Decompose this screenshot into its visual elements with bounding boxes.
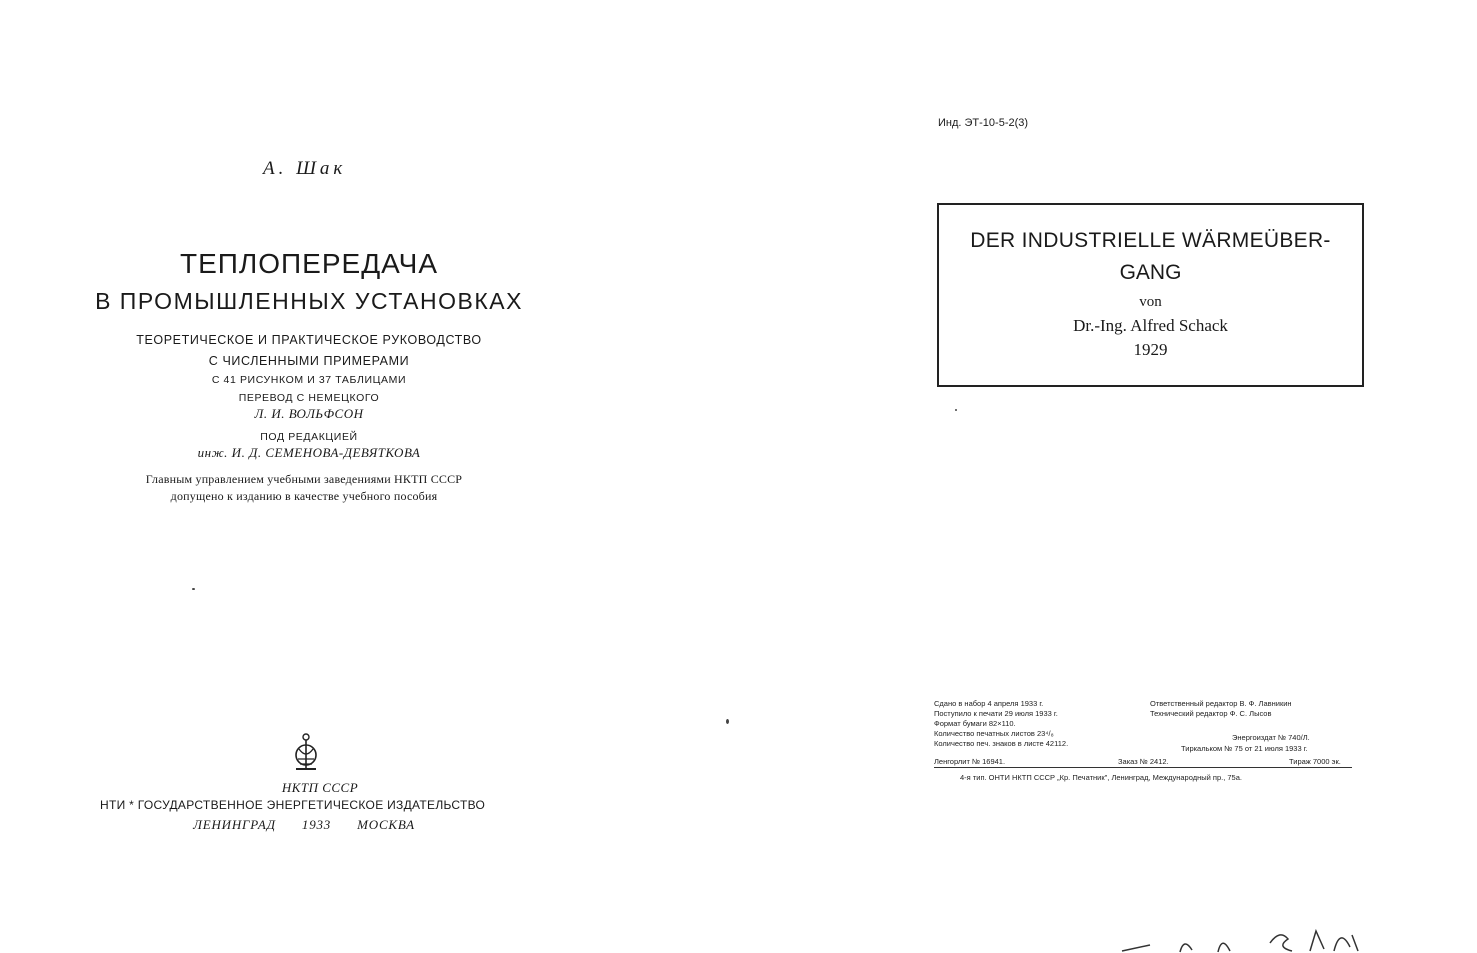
author-name: А. Шак [263,158,347,179]
imprint-line: Формат бумаги 82×110. [934,719,1016,728]
publisher-emblem-icon [290,731,322,773]
imprint-line: Поступило к печати 29 июля 1933 г. [934,709,1058,718]
translation-label: ПЕРЕВОД С НЕМЕЦКОГО [238,392,380,404]
original-von: von [1139,294,1162,310]
handwritten-note-icon [1120,925,1360,953]
tirazhkom-number: Тиркальком № 75 от 21 июля 1933 г. [1181,744,1308,753]
lengorlit-number: Ленгорлит № 16941. [934,757,1006,766]
imprint-left [934,699,1068,749]
original-year: 1929 [1133,340,1168,359]
subtitle-line-2: С ЧИСЛЕННЫМИ ПРИМЕРАМИ [208,354,410,368]
subtitle-line-1: ТЕОРЕТИЧЕСКОЕ И ПРАКТИЧЕСКОЕ РУКОВОДСТВО [136,333,482,347]
publisher-ministry: НКТП СССР [281,780,359,795]
original-title: DER INDUSTRIELLE WÄRMEÜBER- [970,229,1331,252]
imprint-line: Ответственный редактор В. Ф. Лавникин [1150,699,1292,708]
energoizdat-number: Энергоиздат № 740/Л. [1232,733,1310,742]
editor-label: ПОД РЕДАКЦИЕЙ [260,431,358,443]
editor-name: инж. И. Д. СЕМЕНОВА-ДЕВЯТКОВА [197,445,421,460]
print-speck [726,719,729,724]
print-speck [192,588,195,590]
approval-line-2: допущено к изданию в качестве учебного пособия [170,489,438,503]
imprint-line: Количество печатных листов 23⁴/₈ [934,729,1054,738]
original-title-box [937,203,1364,387]
print-run: Тираж 7000 эк. [1289,757,1341,766]
book-title-line2: В ПРОМЫШЛЕННЫХ УСТАНОВКАХ [95,288,523,314]
imprint-line: Количество печ. знаков в листе 42112. [934,739,1069,748]
publisher-name: НТИ * ГОСУДАРСТВЕННОЕ ЭНЕРГЕТИЧЕСКОЕ ИЗДАТЕЛЬСТВО [100,798,486,812]
imprint-right [1150,699,1292,719]
printer-info: 4-я тип. ОНТИ НКТП СССР „Кр. Печатник", Ленинград, Международный пр., 75а. [960,773,1242,782]
translator-name: Л. И. ВОЛЬФСОН [254,406,364,421]
subtitle-line-3: С 41 РИСУНКОМ И 37 ТАБЛИЦАМИ [211,374,407,386]
original-author: Dr.-Ing. Alfred Schack [1073,316,1228,335]
approval-line-1: Главным управлением учебными заведениями НКТП СССР [145,472,463,486]
order-number: Заказ № 2412. [1118,757,1169,766]
imprint-divider [934,767,1352,768]
imprint-line: Технический редактор Ф. С. Лысов [1150,709,1272,718]
print-speck [955,409,957,411]
publication-place-year: ЛЕНИНГРАД 1933 МОСКВА [193,817,415,832]
book-title: ТЕПЛОПЕРЕДАЧА [180,248,438,279]
original-title-line2: GANG [1119,261,1182,284]
imprint-line: Сдано в набор 4 апреля 1933 г. [934,699,1044,708]
index-code: Инд. ЭТ-10-5-2(3) [938,117,1029,129]
